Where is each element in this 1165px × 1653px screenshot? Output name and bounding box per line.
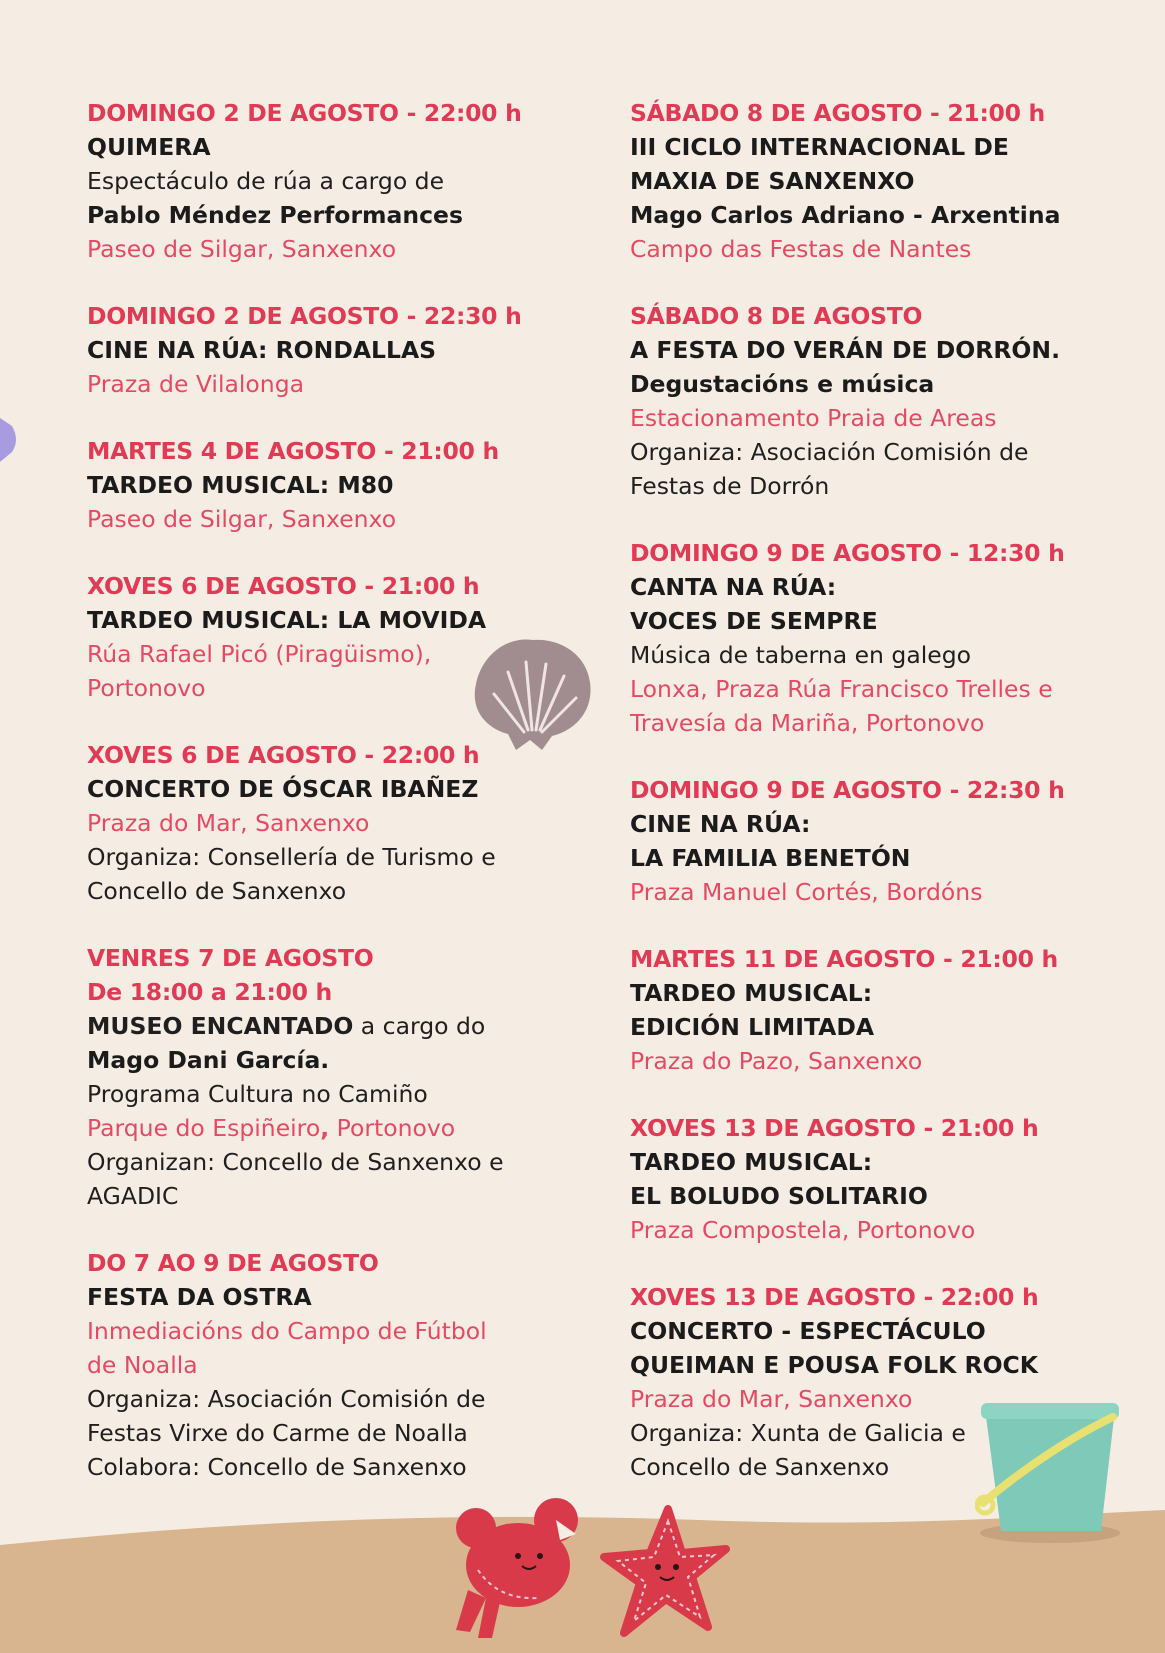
event-title: TARDEO MUSICAL: bbox=[630, 979, 873, 1007]
event-performer: Mago Dani García. bbox=[87, 1046, 330, 1074]
event-program: Programa Cultura no Camiño bbox=[87, 1080, 428, 1108]
event-date: XOVES 13 DE AGOSTO - 21:00 h bbox=[630, 1114, 1039, 1142]
event-place: Praza Manuel Cortés, Bordóns bbox=[630, 878, 983, 906]
event-entry bbox=[630, 96, 1100, 266]
event-title: A FESTA DO VERÁN DE DORRÓN. bbox=[630, 336, 1060, 364]
event-title: MUSEO ENCANTADO bbox=[87, 1012, 354, 1040]
event-title: TARDEO MUSICAL: bbox=[630, 1148, 873, 1176]
event-title: VOCES DE SEMPRE bbox=[630, 607, 878, 635]
event-performer: Pablo Méndez Performances bbox=[87, 201, 463, 229]
event-entry bbox=[87, 569, 547, 705]
event-organizer: Festas Virxe do Carme de Noalla bbox=[87, 1419, 468, 1447]
event-entry bbox=[630, 536, 1100, 740]
right-event-column bbox=[630, 96, 1100, 1517]
event-entry bbox=[87, 941, 547, 1213]
event-title: FESTA DA OSTRA bbox=[87, 1283, 312, 1311]
event-date: XOVES 6 DE AGOSTO - 22:00 h bbox=[87, 741, 480, 769]
event-place-comma: , bbox=[320, 1114, 330, 1142]
event-title: EDICIÓN LIMITADA bbox=[630, 1013, 875, 1041]
event-title: QUIMERA bbox=[87, 133, 211, 161]
event-title: MAXIA DE SANXENXO bbox=[630, 167, 915, 195]
event-date: XOVES 13 DE AGOSTO - 22:00 h bbox=[630, 1283, 1039, 1311]
starfish-icon bbox=[600, 1505, 730, 1645]
purple-blob bbox=[0, 418, 20, 462]
event-entry bbox=[87, 1246, 547, 1484]
event-title: TARDEO MUSICAL: LA MOVIDA bbox=[87, 606, 487, 634]
event-organizer: AGADIC bbox=[87, 1182, 179, 1210]
event-place: Paseo de Silgar, Sanxenxo bbox=[87, 235, 397, 263]
event-place: Campo das Festas de Nantes bbox=[630, 235, 972, 263]
event-place: Praza Compostela, Portonovo bbox=[630, 1216, 976, 1244]
event-place-line bbox=[87, 1111, 547, 1145]
event-date: MARTES 4 DE AGOSTO - 21:00 h bbox=[87, 437, 499, 465]
event-organizer: Organizan: Concello de Sanxenxo e bbox=[87, 1148, 504, 1176]
event-title: CONCERTO - ESPECTÁCULO bbox=[630, 1317, 986, 1345]
event-place: Travesía da Mariña, Portonovo bbox=[630, 709, 985, 737]
left-event-column bbox=[87, 96, 547, 1517]
event-description: Música de taberna en galego bbox=[630, 641, 972, 669]
event-date: SÁBADO 8 DE AGOSTO - 21:00 h bbox=[630, 99, 1045, 127]
event-date: VENRES 7 DE AGOSTO bbox=[87, 944, 374, 972]
event-title: QUEIMAN E POUSA FOLK ROCK bbox=[630, 1351, 1039, 1379]
event-place: Lonxa, Praza Rúa Francisco Trelles e bbox=[630, 675, 1053, 703]
event-entry bbox=[87, 299, 547, 401]
event-place: Estacionamento Praia de Areas bbox=[630, 404, 997, 432]
event-title-suffix: a cargo do bbox=[353, 1012, 486, 1040]
event-place: Praza do Mar, Sanxenxo bbox=[630, 1385, 913, 1413]
event-place: Praza do Pazo, Sanxenxo bbox=[630, 1047, 923, 1075]
event-title: Degustacións e música bbox=[630, 370, 935, 398]
event-date: SÁBADO 8 DE AGOSTO bbox=[630, 302, 923, 330]
event-entry bbox=[630, 773, 1100, 909]
event-place-town: Portonovo bbox=[329, 1114, 456, 1142]
event-date: DOMINGO 9 DE AGOSTO - 12:30 h bbox=[630, 539, 1065, 567]
event-place: Paseo de Silgar, Sanxenxo bbox=[87, 505, 397, 533]
event-organizer: Concello de Sanxenxo bbox=[87, 877, 347, 905]
event-entry bbox=[630, 1280, 1100, 1484]
event-place: Parque do Espiñeiro bbox=[87, 1114, 321, 1142]
event-place: Praza do Mar, Sanxenxo bbox=[87, 809, 370, 837]
event-organizer: Festas de Dorrón bbox=[630, 472, 830, 500]
event-performer: Mago Carlos Adriano - Arxentina bbox=[630, 201, 1061, 229]
event-title: TARDEO MUSICAL: M80 bbox=[87, 471, 394, 499]
event-date: DOMINGO 2 DE AGOSTO - 22:00 h bbox=[87, 99, 522, 127]
event-place: de Noalla bbox=[87, 1351, 198, 1379]
event-place: Inmediacións do Campo de Fútbol bbox=[87, 1317, 487, 1345]
event-place: Rúa Rafael Picó (Piragüismo), bbox=[87, 640, 432, 668]
event-date: MARTES 11 DE AGOSTO - 21:00 h bbox=[630, 945, 1058, 973]
event-title: CINE NA RÚA: bbox=[630, 810, 811, 838]
event-title-line bbox=[87, 1009, 547, 1043]
event-title: CANTA NA RÚA: bbox=[630, 573, 837, 601]
event-description: Espectáculo de rúa a cargo de bbox=[87, 167, 445, 195]
event-organizer: Organiza: Asociación Comisión de bbox=[630, 438, 1029, 466]
event-title: III CICLO INTERNACIONAL DE bbox=[630, 133, 1009, 161]
event-collaborator: Colabora: Concello de Sanxenxo bbox=[87, 1453, 467, 1481]
event-title: CINE NA RÚA: RONDALLAS bbox=[87, 336, 437, 364]
event-date: DOMINGO 9 DE AGOSTO - 22:30 h bbox=[630, 776, 1065, 804]
event-date: DO 7 AO 9 DE AGOSTO bbox=[87, 1249, 379, 1277]
event-entry bbox=[87, 738, 547, 908]
event-entry bbox=[630, 1111, 1100, 1247]
event-organizer: Organiza: Consellería de Turismo e bbox=[87, 843, 496, 871]
event-title: CONCERTO DE ÓSCAR IBAÑEZ bbox=[87, 775, 479, 803]
event-entry bbox=[630, 942, 1100, 1078]
event-entry bbox=[630, 299, 1100, 503]
event-organizer: Organiza: Asociación Comisión de bbox=[87, 1385, 486, 1413]
event-entry bbox=[87, 434, 547, 536]
event-organizer: Organiza: Xunta de Galicia e bbox=[630, 1419, 966, 1447]
event-entry bbox=[87, 96, 547, 266]
event-place: Portonovo bbox=[87, 674, 206, 702]
event-organizer: Concello de Sanxenxo bbox=[630, 1453, 890, 1481]
event-date: DOMINGO 2 DE AGOSTO - 22:30 h bbox=[87, 302, 522, 330]
event-title: LA FAMILIA BENETÓN bbox=[630, 844, 911, 872]
event-place: Praza de Vilalonga bbox=[87, 370, 305, 398]
event-title: EL BOLUDO SOLITARIO bbox=[630, 1182, 928, 1210]
event-date: XOVES 6 DE AGOSTO - 21:00 h bbox=[87, 572, 480, 600]
event-time: De 18:00 a 21:00 h bbox=[87, 978, 332, 1006]
